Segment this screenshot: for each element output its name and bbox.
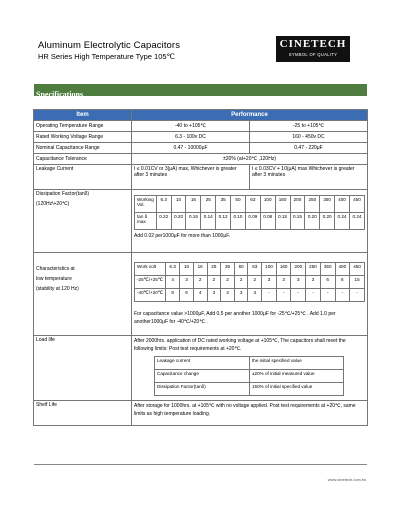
row-label-2: low temperature	[36, 276, 72, 282]
dissipation-cell	[132, 190, 368, 253]
tan-delta-cell: 0.15	[290, 213, 305, 230]
ratio-cell: 2	[234, 276, 248, 289]
voltage-cell: 200	[291, 263, 306, 276]
row-load-life	[34, 336, 368, 401]
working-vol-label	[135, 196, 157, 213]
tan-delta-cell: 0.08	[260, 213, 275, 230]
limit-row	[155, 357, 344, 370]
voltage-cell: 400	[335, 196, 350, 213]
ratio-row-25	[135, 276, 365, 289]
load-life-cell	[132, 336, 368, 401]
ratio-cell: -	[320, 289, 335, 302]
voltage-cell: 63	[248, 263, 262, 276]
row-label: Nominal Capacitance Range	[34, 143, 132, 154]
ratio-cell: 4	[166, 276, 180, 289]
ratio-cell: 2	[207, 276, 221, 289]
ratio-cell: 2	[193, 276, 207, 289]
row-label: Rated Working Voltage Range	[34, 132, 132, 143]
row-dissipation-factor	[34, 190, 368, 253]
voltage-cell: 6.3	[156, 196, 171, 213]
row-label: Dissipation Factor(tanδ)	[36, 191, 90, 197]
limit-key: Leakage current	[155, 357, 250, 370]
row-capacitance-tolerance	[34, 154, 368, 165]
work-volt-label: Work volt	[135, 263, 166, 276]
voltage-cell: 50	[231, 196, 246, 213]
row-label-3: (stability at 120 Hz)	[36, 286, 79, 292]
row-condition: (120Hz\+20℃)	[36, 201, 70, 207]
brand-logo	[276, 36, 350, 62]
row-rated-voltage	[34, 132, 368, 143]
ratio-cell: -	[306, 289, 321, 302]
ratio-cell: 3	[207, 289, 221, 302]
row-label-1: Characteristics at	[36, 266, 75, 272]
voltage-cell: 50	[234, 263, 248, 276]
voltage-cell: 35	[216, 196, 231, 213]
voltage-row	[135, 196, 365, 213]
lowtemp-cell	[132, 253, 368, 336]
row-capacitance-range	[34, 143, 368, 154]
tan-delta-cell: 0.24	[335, 213, 350, 230]
voltage-cell: 250	[306, 263, 321, 276]
header-item: Item	[34, 110, 132, 121]
document-title: Aluminum Electrolytic Capacitors	[38, 40, 181, 51]
logo-tagline: SYMBOL OF QUALITY	[288, 52, 338, 57]
header-performance: Performance	[132, 110, 368, 121]
dissipation-table	[134, 195, 365, 230]
tan-delta-cell: 0.15	[275, 213, 290, 230]
section-band	[34, 84, 367, 99]
voltage-cell: 25	[201, 196, 216, 213]
tan-label: tan δ	[137, 214, 148, 219]
ratio-cell: 6	[180, 289, 194, 302]
logo-name: CINETECH	[279, 38, 347, 50]
voltage-cell: 100	[260, 196, 275, 213]
tan-delta-cell: 0.24	[349, 213, 364, 230]
table-header-row	[34, 110, 368, 121]
voltage-cell: 350	[320, 263, 335, 276]
ratio-cell: -	[262, 289, 277, 302]
ratio-cell: 2	[221, 276, 235, 289]
ratio-cell: -	[291, 289, 306, 302]
row-value: 6.3 - 100v DC	[132, 132, 250, 143]
ratio-cell: 8	[166, 289, 180, 302]
ratio-cell: 2	[248, 276, 262, 289]
row-label-cell	[34, 253, 132, 336]
voltage-cell: 100	[262, 263, 277, 276]
working-label: Working	[137, 197, 154, 202]
ratio-label-40: -40℃/+20℃	[135, 289, 166, 302]
ratio-cell: 3	[276, 276, 291, 289]
ratio-cell: 3	[291, 276, 306, 289]
ratio-cell: -	[350, 289, 365, 302]
ratio-cell: 4	[193, 289, 207, 302]
ratio-cell: 6	[335, 276, 350, 289]
voltage-cell: 63	[245, 196, 260, 213]
row-label: Shelf Life	[34, 401, 132, 426]
row-label: Capacitance Tolerance	[34, 154, 132, 165]
row-value: I ≤ 0.03CV + 10(μA) max Whichever is greater after 3 minutes	[250, 165, 368, 190]
document-subtitle: HR Series High Temperature Type 105℃	[38, 52, 175, 61]
row-value: After storage for 1000hrs. at +105℃ with no voltage applied. Post test requirements at +20℃, same limits as high temperature loading.	[132, 401, 368, 426]
tan-delta-cell: 0.10	[231, 213, 246, 230]
row-label: Operating Temperature Range	[34, 121, 132, 132]
limit-value: 150% of initial specified value	[250, 383, 344, 396]
limit-value: ±20% of initial measured value	[250, 370, 344, 383]
row-value: 0.47 - 220μF	[250, 143, 368, 154]
voltage-cell: 450	[349, 196, 364, 213]
row-shelf-life	[34, 401, 368, 426]
ratio-cell: 6	[320, 276, 335, 289]
row-operating-temperature	[34, 121, 368, 132]
ratio-cell: 3	[248, 289, 262, 302]
row-low-temperature	[34, 253, 368, 336]
voltage-row	[135, 263, 365, 276]
load-life-limits	[154, 356, 344, 396]
row-value: -25 to +105℃	[250, 121, 368, 132]
ratio-cell: 3	[306, 276, 321, 289]
ratio-cell: 15	[350, 276, 365, 289]
row-label: Load life	[34, 336, 132, 401]
voltage-cell: 10	[180, 263, 194, 276]
ratio-cell: -	[335, 289, 350, 302]
limit-row	[155, 370, 344, 383]
voltage-cell: 25	[207, 263, 221, 276]
section-title: Specifications	[36, 90, 84, 99]
voltage-cell: 200	[290, 196, 305, 213]
tan-delta-cell: 0.14	[201, 213, 216, 230]
ratio-cell: 3	[180, 276, 194, 289]
lowtemp-table	[134, 262, 365, 302]
row-label-cell	[34, 190, 132, 253]
tan-delta-cell: 0.20	[305, 213, 320, 230]
voltage-cell: 450	[350, 263, 365, 276]
vol-label: Vol.	[137, 202, 145, 207]
row-value: ±20% (at+20℃ ,120Hz)	[132, 154, 368, 165]
row-value: -40 to +105℃	[132, 121, 250, 132]
tan-delta-cell: 0.22	[156, 213, 171, 230]
voltage-cell: 350	[320, 196, 335, 213]
tan-delta-cell: 0.20	[320, 213, 335, 230]
limit-key: Capacitance change	[155, 370, 250, 383]
tan-delta-cell: 0.20	[171, 213, 186, 230]
voltage-cell: 16	[186, 196, 201, 213]
max-label: max	[137, 219, 146, 224]
voltage-cell: 6.3	[166, 263, 180, 276]
tan-delta-row	[135, 213, 365, 230]
voltage-cell: 160	[275, 196, 290, 213]
footer-divider	[34, 464, 367, 465]
voltage-cell: 160	[276, 263, 291, 276]
ratio-cell: -	[276, 289, 291, 302]
row-value: I ≤ 0.01CV or 3(μA) max, Whichever is greater after 3 minutes	[132, 165, 250, 190]
voltage-cell: 250	[305, 196, 320, 213]
tan-delta-cell: 0.16	[186, 213, 201, 230]
ratio-cell: 3	[262, 276, 277, 289]
voltage-cell: 35	[221, 263, 235, 276]
ratio-cell: 3	[234, 289, 248, 302]
voltage-cell: 16	[193, 263, 207, 276]
limit-key: Dissipation Factor(tanδ)	[155, 383, 250, 396]
ratio-cell: 3	[221, 289, 235, 302]
tan-delta-label	[135, 213, 157, 230]
voltage-cell: 400	[335, 263, 350, 276]
footer-url: www.cinetech.com.tw	[327, 477, 366, 482]
limit-value: the initial specified value	[250, 357, 344, 370]
specifications-table	[33, 109, 368, 426]
ratio-row-40	[135, 289, 365, 302]
row-value: 0.47 - 10000μF	[132, 143, 250, 154]
tan-delta-cell: 0.12	[216, 213, 231, 230]
row-leakage-current	[34, 165, 368, 190]
tan-delta-cell: 0.09	[245, 213, 260, 230]
load-life-text: After 2000hrs. application of DC rated working voltage at +105℃, The capacitors shall meet the following limits: Post test requirements at +20℃.	[134, 338, 346, 352]
row-label: Leakage Current	[34, 165, 132, 190]
row-value: 160 - 450v DC	[250, 132, 368, 143]
ratio-label-25: -25℃/+25℃	[135, 276, 166, 289]
lowtemp-note: For capacitance value >1000μF, Add 0.5 per another 1000μF for -25℃/+25℃ . Add 1.0 per another1000μF for -40℃/+20℃ .	[134, 311, 336, 325]
voltage-cell: 10	[171, 196, 186, 213]
dissipation-note: Add 0.02 per1000μF for more than 1000μF.	[134, 233, 231, 239]
limit-row	[155, 383, 344, 396]
